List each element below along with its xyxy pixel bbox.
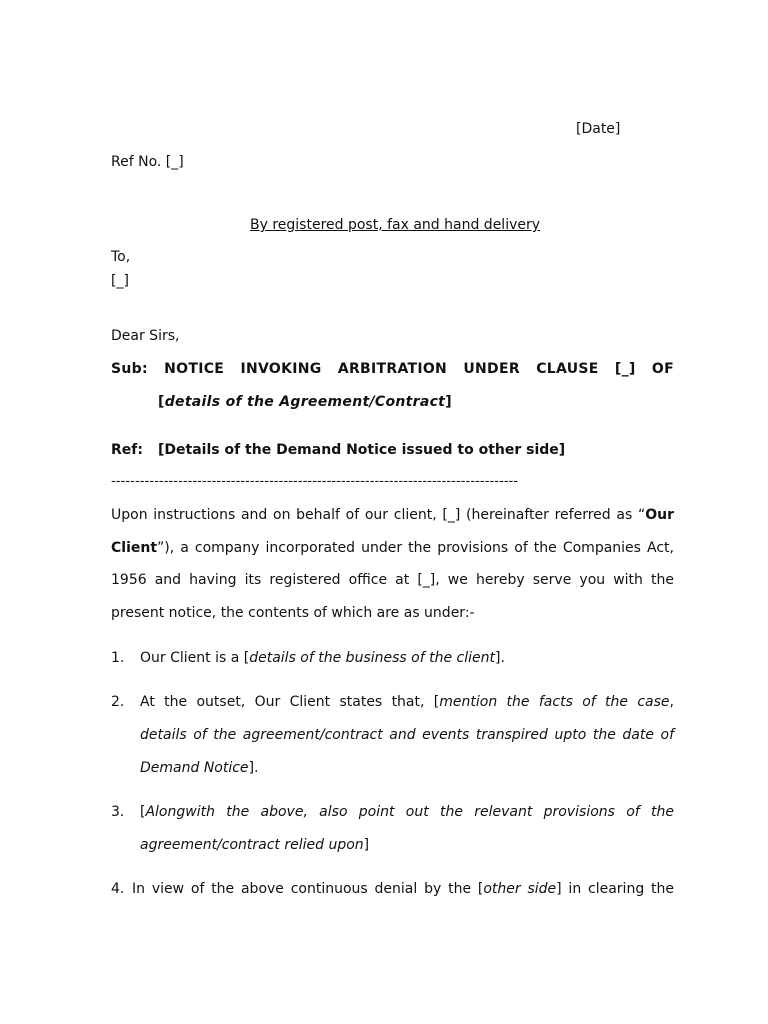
separator-line: -------------------------------------------------------------------------------------: [111, 474, 519, 489]
item-number: 1.: [111, 650, 125, 666]
item-2-line-3: Demand Notice].: [140, 760, 259, 776]
subject-label: Sub:: [111, 361, 148, 377]
ref-number: Ref No. [_]: [111, 154, 184, 170]
to-label: To,: [111, 249, 131, 265]
item-2-line-2: details of the agreement/contract and events transpired upto the date of: [140, 727, 674, 743]
subject-word: CLAUSE: [536, 361, 599, 377]
reference-label: Ref:: [111, 442, 143, 458]
subject-word: UNDER: [463, 361, 520, 377]
delivery-mode: By registered post, fax and hand delivery: [250, 217, 541, 233]
item-3-line-1: [Alongwith the above, also point out the relevant provisions of the: [140, 804, 674, 820]
item-number: 2.: [111, 694, 125, 710]
salutation: Dear Sirs,: [111, 328, 180, 344]
item-3-line-2: agreement/contract relied upon]: [140, 837, 370, 853]
subject-line: [111, 361, 674, 377]
subject-word: ARBITRATION: [337, 361, 448, 377]
subject-word: NOTICE: [164, 361, 225, 377]
reference-text: [Details of the Demand Notice issued to other side]: [158, 442, 566, 458]
item-number: 4.: [111, 881, 125, 897]
item-1-text: Our Client is a [details of the business of the client].: [140, 650, 505, 666]
item-4-text: In view of the above continuous denial by the [other side] in clearing the: [132, 881, 674, 897]
intro-line-4: present notice, the contents of which are as under:-: [111, 605, 475, 621]
subject-word: [_]: [614, 361, 636, 377]
subject-word: INVOKING: [240, 361, 322, 377]
intro-line-2: Client”), a company incorporated under the provisions of the Companies Act,: [111, 540, 674, 556]
item-number: 3.: [111, 804, 125, 820]
intro-line-1: Upon instructions and on behalf of our client, [_] (hereinafter referred as “Our: [111, 507, 674, 523]
to-address: [_]: [111, 273, 129, 289]
subject-line-2: [details of the Agreement/Contract]: [158, 394, 452, 410]
item-2-line-1: At the outset, Our Client states that, [mention the facts of the case,: [140, 694, 674, 710]
subject-word: OF: [651, 361, 674, 377]
intro-line-3: 1956 and having its registered office at [_], we hereby serve you with the: [111, 572, 674, 588]
date-field: [Date]: [576, 121, 621, 137]
